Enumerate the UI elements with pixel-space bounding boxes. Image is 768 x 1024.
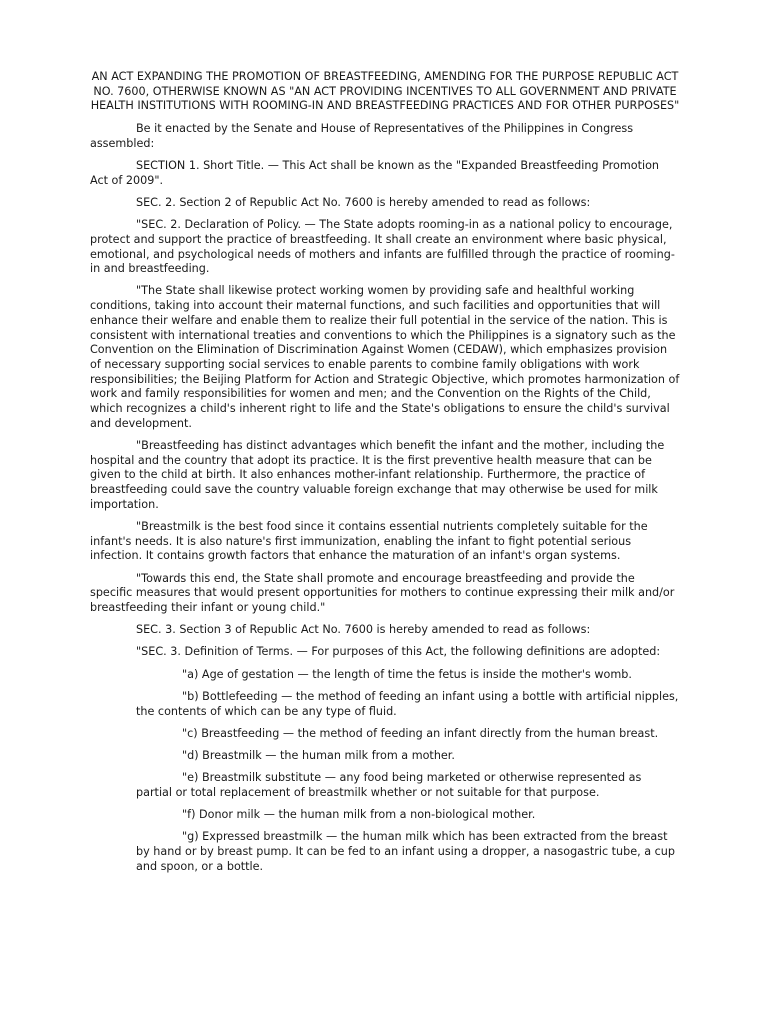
breastfeeding-advantages-paragraph: "Breastfeeding has distinct advantages which benefit the infant and the mother, including the hospital and the country that adopt its practice. It is the first preventive health measure that can be given to the child at birth. It also enhances mother-infant relationship. Furthermore, the practice of breastfeeding could save the country valuable foreign exchange that may otherwise be used for milk importation.: [90, 438, 665, 511]
section-1-short-title: SECTION 1. Short Title. — This Act shall be known as the "Expanded Breastfeeding Promotion Act of 2009".: [90, 159, 659, 187]
definition-item: "e) Breastmilk substitute — any food being marketed or otherwise represented as partial or total replacement of breastmilk whether or not suitable for that purpose.: [136, 771, 642, 799]
section-2-intro: SEC. 2. Section 2 of Republic Act No. 7600 is hereby amended to read as follows:: [136, 195, 591, 209]
definition-item: "g) Expressed breastmilk — the human milk which has been extracted from the breast by hand or by breast pump. It can be fed to an infant using a dropper, a nasogastric tube, a cup and spoon, or a bottle.: [136, 830, 675, 873]
definition-item: "f) Donor milk — the human milk from a non-biological mother.: [182, 808, 536, 822]
document-title: AN ACT EXPANDING THE PROMOTION OF BREASTFEEDING, AMENDING FOR THE PURPOSE REPUBLIC ACT NO. 7600, OTHERWISE KNOWN AS "AN ACT PROVIDING INCENTIVES TO ALL GOVERNMENT AND PRIVATE HEALTH INSTITUTIONS WITH ROOMING-IN AND BREASTFEEDING PRACTICES AND FOR OTHER PURPOSES": [90, 70, 680, 113]
definition-of-terms-paragraph: "SEC. 3. Definition of Terms. — For purposes of this Act, the following definitions are adopted:: [136, 645, 661, 659]
document-page: [90, 70, 680, 882]
breastmilk-best-food-paragraph: "Breastmilk is the best food since it contains essential nutrients completely suitable for the infant's needs. It is also nature's first immunization, enabling the infant to fight potential serious infection. It contains growth factors that enhance the maturation of an infant's organ systems.: [90, 519, 648, 563]
declaration-of-policy-paragraph: "SEC. 2. Declaration of Policy. — The State adopts rooming-in as a national policy to encourage, protect and support the practice of breastfeeding. It shall create an environment where basic physical, emotional, and psychological needs of mothers and infants are fulfilled through the practice of rooming-in and breastfeeding.: [90, 218, 675, 276]
section-3-intro: SEC. 3. Section 3 of Republic Act No. 7600 is hereby amended to read as follows:: [136, 623, 591, 637]
working-women-paragraph: "The State shall likewise protect working women by providing safe and healthful working conditions, taking into account their maternal functions, and such facilities and opportunities that will enhance their welfare and enable them to realize their full potential in the service of the nation. This is consistent with international treaties and conventions to which the Philippines is a signatory such as the Convention on the Elimination of Discrimination Against Women (CEDAW), which emphasizes provision of necessary supporting social services to enable parents to combine family obligations with work responsibilities; the Beijing Platform for Action and Strategic Objective, which promotes harmonization of work and family responsibilities for women and men; and the Convention on the Rights of the Child, which recognizes a child's inherent right to life and the State's obligations to ensure the child's survival and development.: [90, 284, 680, 430]
definition-item: "a) Age of gestation — the length of time the fetus is inside the mother's womb.: [182, 667, 632, 681]
enacting-clause: Be it enacted by the Senate and House of Representatives of the Philippines in Congress assembled:: [90, 122, 634, 150]
definition-item: "b) Bottlefeeding — the method of feeding an infant using a bottle with artificial nipples, the contents of which can be any type of fluid.: [136, 689, 679, 718]
definition-item: "d) Breastmilk — the human milk from a mother.: [182, 748, 455, 762]
definition-item: "c) Breastfeeding — the method of feeding an infant directly from the human breast.: [182, 726, 659, 740]
towards-this-end-paragraph: "Towards this end, the State shall promote and encourage breastfeeding and provide the specific measures that would present opportunities for mothers to continue expressing their milk and/or breastfeeding their infant or young child.": [90, 571, 675, 614]
